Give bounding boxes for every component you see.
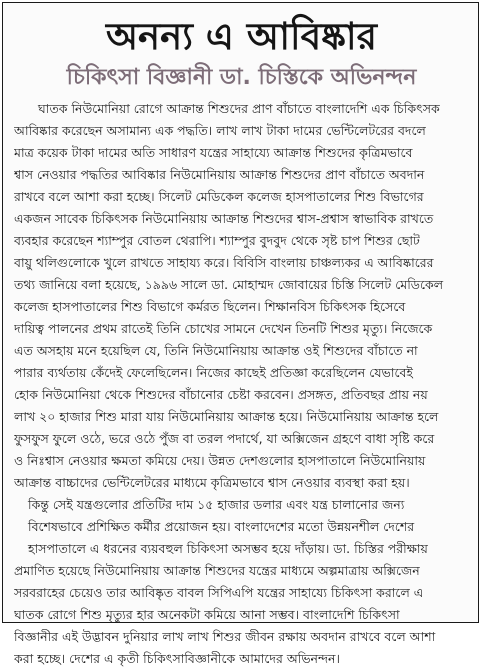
- body-line: করা হচ্ছে। দেশের এ কৃতী চিকিৎসাবিজ্ঞানীকে আমাদের অভিনন্দন।: [14, 651, 340, 666]
- body-line: বিশেষভাবে প্রশিক্ষিত কর্মীর প্রয়োজন হয়। বাংলাদেশের মতো উন্নয়নশীল দেশের: [28, 519, 415, 534]
- body-line: বায়ু থলিগুলোকে খুলে রাখতে সাহায্য করে। বিবিসি বাংলায় চাঞ্চল্যকর এ আবিষ্কারের: [14, 255, 434, 270]
- body-line: এত অসহায় মনে হয়েছিল যে, তিনি নিউমোনিয়ায় আক্রান্ত ওই শিশুদের বাঁচাতে না: [14, 343, 418, 358]
- subheadline: চিকিৎসা বিজ্ঞানী ডা. চিস্তিকে অভিনন্দন: [66, 65, 417, 90]
- body-line: ঘাতক রোগে শিশু মৃত্যুর হার অনেকটা কমিয়ে আনা সম্ভব। বাংলাদেশি চিকিৎসা: [14, 607, 400, 622]
- body-line: পারার ব্যর্থতায় কেঁদেই ফেলেছিলেন। নিজের কাছেই প্রতিজ্ঞা করেছিলেন যেভাবেই: [14, 365, 413, 380]
- body-line: বিজ্ঞানীর এই উদ্ভাবন দুনিয়ার লাখ লাখ শিশুর জীবন রক্ষায় অবদান রাখবে বলে আশা: [14, 629, 436, 644]
- body-line: তথ্য জানিয়ে বলা হয়েছে, ১৯৯৬ সালে ডা. মোহাম্মদ জোবায়ের চিস্তি সিলেট মেডিকেল: [14, 277, 444, 292]
- body-line: ও নিঃশ্বাস নেওয়ার ক্ষমতা কমিয়ে দেয়। উন্নত দেশগুলোর হাসপাতালে নিউমোনিয়ায়: [14, 453, 426, 468]
- headline: অনন্য এ আবিষ্কার: [105, 15, 377, 58]
- body-line: একজন সাবেক চিকিৎসক নিউমোনিয়ায় আক্রান্ত শিশুদের শ্বাস-প্রশ্বাস স্বাভাবিক রাখতে: [14, 211, 434, 226]
- body-line: রাখবে বলে আশা করা হচ্ছে। সিলেট মেডিকেল কলেজ হাসপাতালের শিশু বিভাগের: [14, 189, 424, 204]
- body-line: প্রমাণিত হয়েছে নিউমোনিয়ায় আক্রান্ত শিশুদের যন্ত্রের মাধ্যমে অল্পমাত্রায় অক্সিজেন: [14, 563, 420, 578]
- body-line: লাখ ২০ হাজার শিশু মারা যায় নিউমোনিয়ায় আক্রান্ত হয়ে। নিউমোনিয়ায় আক্রান্ত হলে: [14, 409, 439, 424]
- body-line: হাসপাতালে এ ধরনের ব্যয়বহুল চিকিৎসা অসম্ভব হয়ে দাঁড়ায়। ডা. চিস্তির পরীক্ষায়: [28, 541, 428, 556]
- article-body: [14, 98, 472, 670]
- body-line: আবিষ্কার করেছেন অসামান্য এক পদ্ধতি। লাখ লাখ টাকা দামের ভেন্টিলেটরের বদলে: [14, 123, 426, 138]
- body-line: সরবরাহের চেয়েও তার আবিষ্কৃত বাবল সিপিএপি যন্ত্রের সাহায্যে চিকিৎসা করালে এ: [14, 585, 424, 600]
- body-line: মাত্র কয়েক টাকা দামের অতি সাধারণ যন্ত্রের সাহায্যে আক্রান্ত শিশুদের কৃত্রিমভাবে: [14, 145, 413, 160]
- body-line: শ্বাস নেওয়ার পদ্ধতির আবিষ্কার নিউমোনিয়ায় আক্রান্ত শিশুদের প্রাণ বাঁচাতে অবদান: [14, 167, 425, 182]
- body-line: ঘাতক নিউমোনিয়া রোগে আক্রান্ত শিশুদের প্রাণ বাঁচাতে বাংলাদেশি এক চিকিৎসক: [38, 101, 440, 116]
- body-line: কিন্তু সেই যন্ত্রগুলোর প্রতিটির দাম ১৫ হাজার ডলার এবং যন্ত্র চালানোর জন্য: [28, 497, 405, 512]
- body-line: হোক নিউমোনিয়া থেকে শিশুদের বাঁচানোর চেষ্টা করবেন। প্রসঙ্গত, প্রতিবছর প্রায় নয়: [14, 387, 428, 402]
- body-line: কলেজ হাসপাতালের শিশু বিভাগে কর্মরত ছিলেন। শিক্ষানবিস চিকিৎসক হিসেবে: [14, 299, 406, 314]
- body-line: ফুসফুস ফুলে ওঠে, ভরে ওঠে পুঁজ বা তরল পদার্থে, যা অক্সিজেন গ্রহণে বাধা সৃষ্টি করে: [14, 431, 435, 446]
- body-line: ব্যবহার করেছেন শ্যাম্পুর বোতল থেরাপি। শ্যাম্পুর বুদবুদ থেকে সৃষ্ট চাপ শিশুর ছোট: [14, 233, 420, 248]
- body-line: আক্রান্ত বাচ্চাদের ভেন্টিলেটরের মাধ্যমে কৃত্রিমভাবে শ্বাস নেওয়ার ব্যবস্থা করা হয়।: [14, 475, 410, 490]
- body-line: দায়িত্ব পালনের প্রথম রাতেই তিনি চোখের সামনে দেখেন তিনটি শিশুর মৃত্যু। নিজেকে: [14, 321, 433, 336]
